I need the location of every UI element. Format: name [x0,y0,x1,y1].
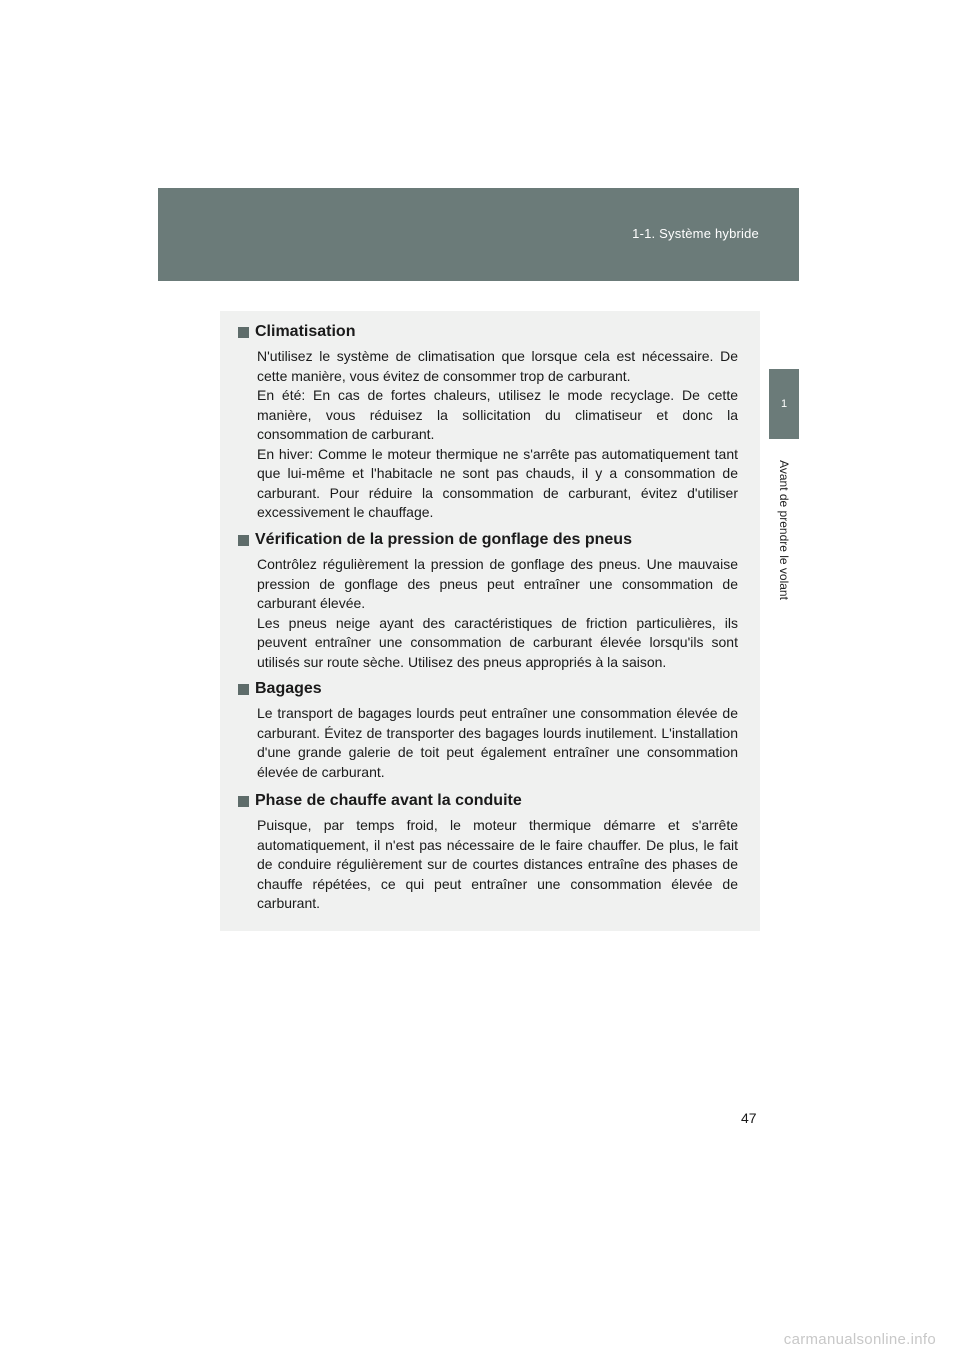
section-title: Climatisation [255,323,356,340]
section-title: Phase de chauffe avant la conduite [255,792,522,809]
header-band [158,188,799,281]
square-bullet-icon [238,535,249,546]
content-box [220,311,760,931]
paragraph: Le transport de bagages lourds peut entraîner une consommation élevée de carburant. Évitez de transporter des bagages lourds inutilement. L'installation d'une grande galerie de toit peut également entraîner une consommation élevée de carburant. [257,705,738,780]
chapter-label: Avant de prendre le volant [777,460,791,600]
square-bullet-icon [238,684,249,695]
paragraph: N'utilisez le système de climatisation que lorsque cela est nécessaire. De cette manière, vous évitez de consommer trop de carburant. [257,348,738,384]
section-header-title: 1-1. Système hybride [632,226,759,241]
section-climatisation [238,321,738,523]
paragraph: Les pneus neige ayant des caractéristiques de friction particulières, ils peuvent entraîner une consommation de carburant élevée lorsqu'ils sont utilisés sur route sèche. Utilisez des pneus appropriés à la saison. [257,614,738,670]
paragraph: En hiver: Comme le moteur thermique ne s'arrête pas automatiquement tant que lui-même et l'habitacle ne sont pas chauds, il y a consommation de carburant. Pour réduire la consommation de carburant, évitez d'utiliser excessivement le chauffage. [257,445,738,520]
square-bullet-icon [238,796,249,807]
paragraph: Contrôlez régulièrement la pression de gonflage des pneus. Une mauvaise pression de gonflage des pneus peut entraîner une consommation de carburant élevée. [257,556,738,611]
chapter-tab: 1 [769,369,799,439]
page-number: 47 [741,1110,757,1126]
paragraph: Puisque, par temps froid, le moteur thermique démarre et s'arrête automatiquement, il n'est pas nécessaire de le faire chauffer. De plus, le fait de conduire régulièrement sur de courtes distances entraîne des phases de chauffe répétées, ce qui peut entraîner une consommation élevée de carburant. [257,817,738,911]
section-title: Bagages [255,680,322,697]
section-title: Vérification de la pression de gonflage des pneus [255,531,632,548]
square-bullet-icon [238,327,249,338]
paragraph: En été: En cas de fortes chaleurs, utilisez le mode recyclage. De cette manière, vous réduisez la sollicitation du climatiseur et donc la consommation de carburant. [257,387,738,442]
section-bagages [238,678,738,782]
section-chauffe [238,790,738,914]
section-pneus [238,529,738,672]
watermark: carmanualsonline.info [783,1331,936,1348]
